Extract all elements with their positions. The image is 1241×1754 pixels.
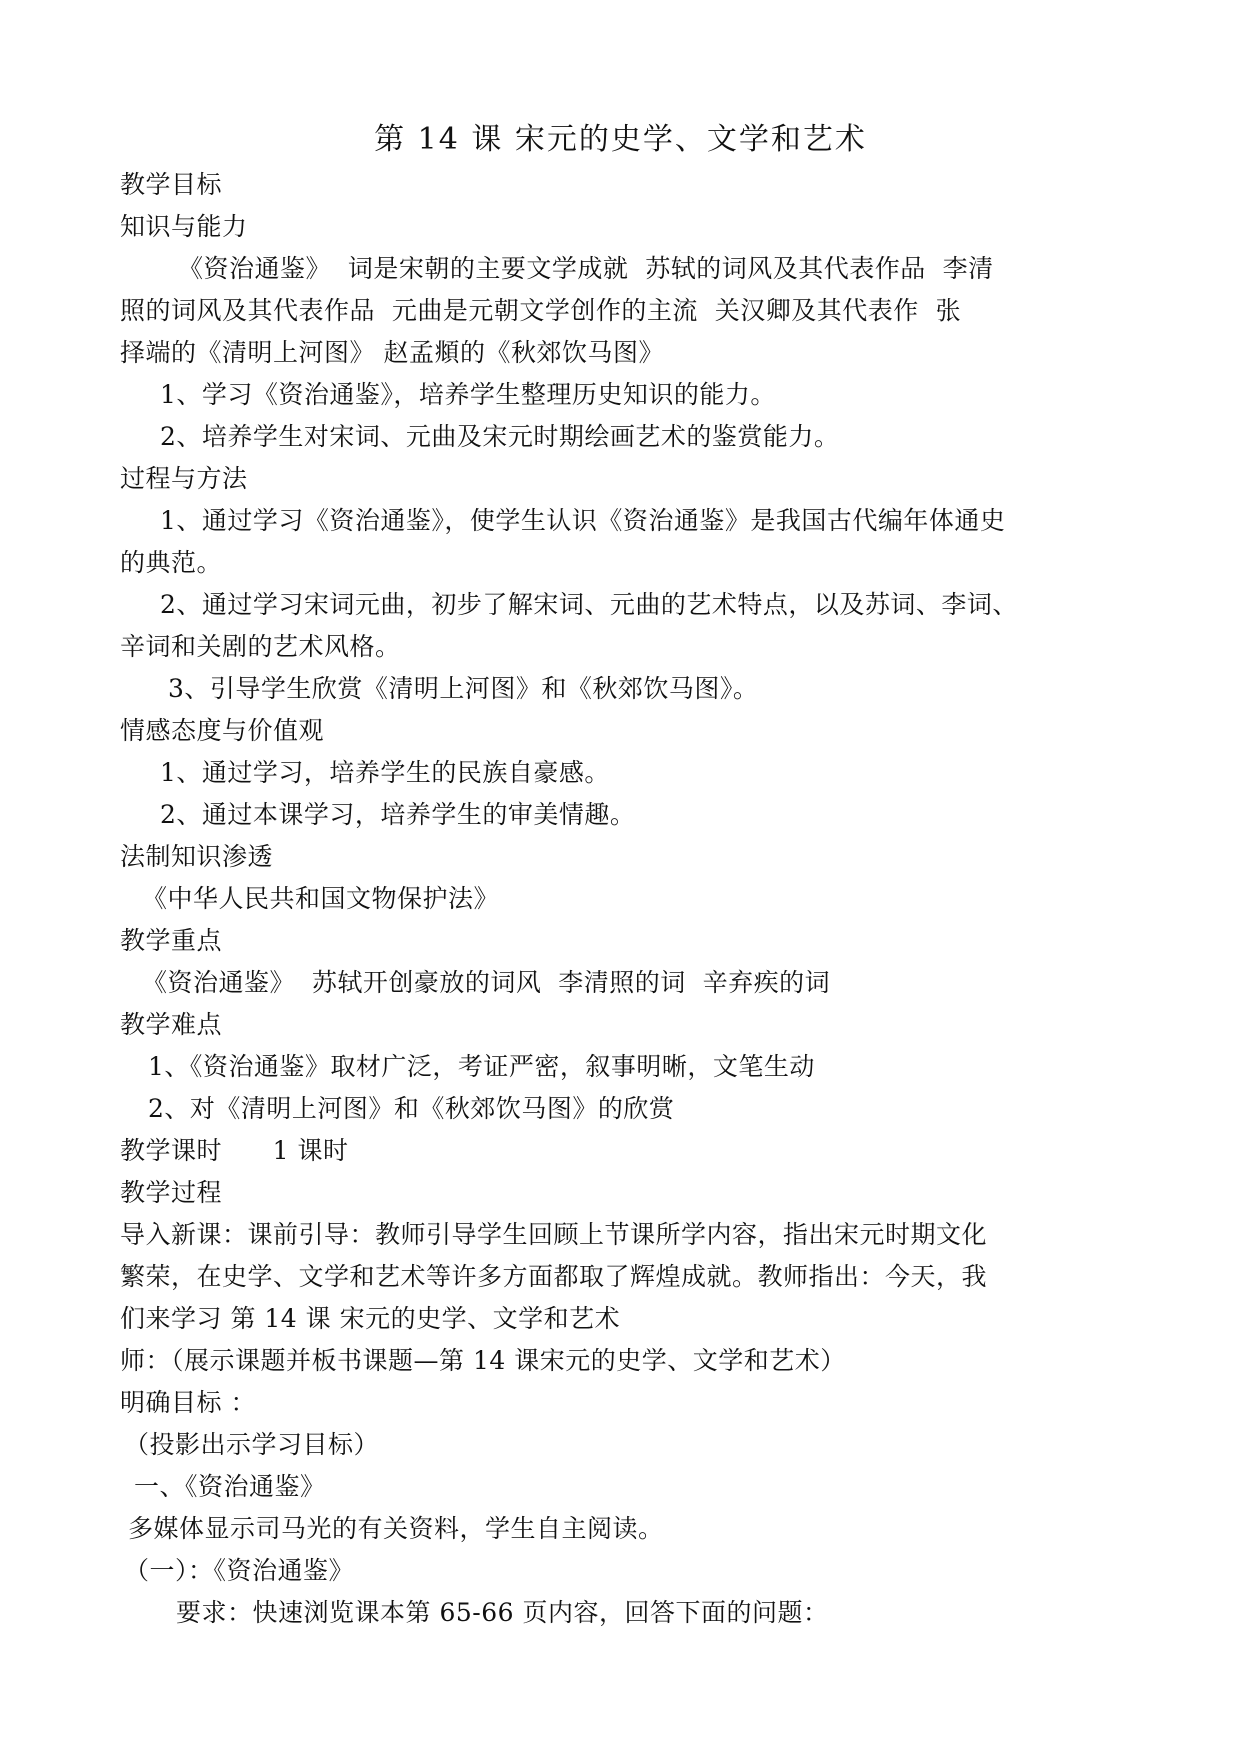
list-item: 1、通过学习，培养学生的民族自豪感。 — [160, 758, 610, 787]
heading-emotion-values: 情感态度与价值观 — [120, 716, 325, 745]
paragraph-line: 繁荣，在史学、文学和艺术等许多方面都取了辉煌成就。教师指出：今天，我 — [120, 1262, 988, 1291]
paragraph-line: 照的词风及其代表作品 元曲是元朝文学创作的主流 关汉卿及其代表作 张 — [120, 296, 962, 325]
paragraph-line: 择端的《清明上河图》 赵孟頫的《秋郊饮马图》 — [120, 338, 664, 367]
heading-process-method: 过程与方法 — [120, 464, 248, 493]
paragraph-line: 辛词和关剧的艺术风格。 — [120, 632, 401, 661]
list-item: 1、学习《资治通鉴》，培养学生整理历史知识的能力。 — [160, 380, 776, 409]
list-item: 1、通过学习《资治通鉴》，使学生认识《资治通鉴》是我国古代编年体通史 — [160, 506, 1006, 535]
list-item: 2、通过本课学习，培养学生的审美情趣。 — [160, 800, 636, 829]
list-item: 1、《资治通鉴》取材广泛，考证严密，叙事明晰，文笔生动 — [148, 1052, 815, 1081]
heading-teaching-process: 教学过程 — [120, 1178, 223, 1207]
paragraph-line: （投影出示学习目标） — [124, 1430, 380, 1459]
list-item: 3、引导学生欣赏《清明上河图》和《秋郊饮马图》。 — [168, 674, 759, 703]
heading-key-points: 教学重点 — [120, 926, 223, 955]
heading-class-hours: 教学课时 1 课时 — [120, 1136, 349, 1165]
list-item: 2、对《清明上河图》和《秋郊饮马图》的欣赏 — [148, 1094, 675, 1123]
paragraph-line: 《资治通鉴》 苏轼开创豪放的词风 李清照的词 辛弃疾的词 — [142, 968, 831, 997]
paragraph-line: 《资治通鉴》 词是宋朝的主要文学成就 苏轼的词风及其代表作品 李清 — [178, 254, 994, 283]
paragraph-line: 们来学习 第 14 课 宋元的史学、文学和艺术 — [120, 1304, 621, 1333]
list-item: 2、通过学习宋词元曲，初步了解宋词、元曲的艺术特点，以及苏词、李词、 — [160, 590, 1018, 619]
heading-teaching-goals: 教学目标 — [120, 170, 223, 199]
paragraph-line: 明确目标 ： — [120, 1388, 256, 1417]
paragraph-line: 要求：快速浏览课本第 65-66 页内容，回答下面的问题： — [176, 1598, 829, 1627]
document-body — [120, 164, 1130, 1634]
paragraph-line: 多媒体显示司马光的有关资料，学生自主阅读。 — [128, 1514, 664, 1543]
lesson-title: 第 14 课 宋元的史学、文学和艺术 — [374, 122, 867, 157]
paragraph-line: 《中华人民共和国文物保护法》 — [142, 884, 500, 913]
heading-legal-knowledge: 法制知识渗透 — [120, 842, 274, 871]
paragraph-line: 的典范。 — [120, 548, 223, 577]
paragraph-line: 导入新课：课前引导：教师引导学生回顾上节课所学内容，指出宋元时期文化 — [120, 1220, 988, 1249]
section-heading: 一、《资治通鉴》 — [134, 1472, 326, 1501]
heading-knowledge-ability: 知识与能力 — [120, 212, 248, 241]
subsection-heading: （一）：《资治通鉴》 — [124, 1556, 355, 1585]
list-item: 2、培养学生对宋词、元曲及宋元时期绘画艺术的鉴赏能力。 — [160, 422, 840, 451]
heading-difficult-points: 教学难点 — [120, 1010, 223, 1039]
paragraph-line: 师：（展示课题并板书课题—第 14 课宋元的史学、文学和艺术） — [120, 1346, 846, 1375]
